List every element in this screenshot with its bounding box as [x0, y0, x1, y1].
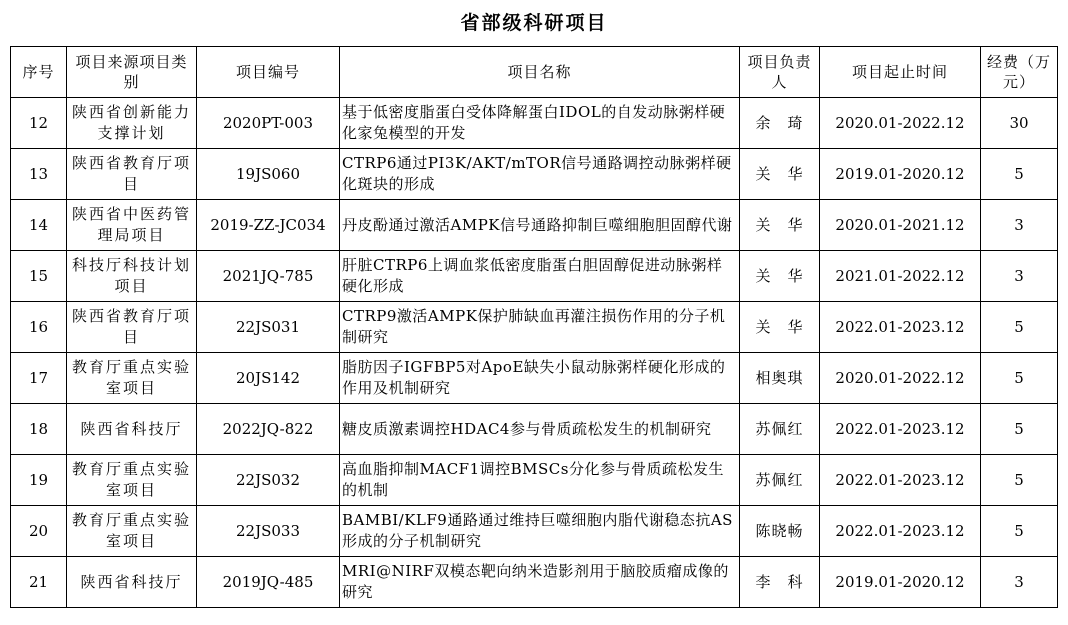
cell-period: 2021.01-2022.12 — [820, 251, 981, 302]
cell-name: CTRP6通过PI3K/AKT/mTOR信号通路调控动脉粥样硬化斑块的形成 — [340, 149, 740, 200]
cell-leader: 关 华 — [740, 302, 820, 353]
cell-funding: 5 — [981, 302, 1058, 353]
cell-period: 2019.01-2020.12 — [820, 557, 981, 608]
cell-code: 2022JQ-822 — [197, 404, 340, 455]
cell-leader: 陈晓畅 — [740, 506, 820, 557]
header-code: 项目编号 — [197, 47, 340, 98]
cell-index: 16 — [11, 302, 67, 353]
cell-leader: 关 华 — [740, 251, 820, 302]
cell-name: CTRP9激活AMPK保护肺缺血再灌注损伤作用的分子机制研究 — [340, 302, 740, 353]
cell-leader: 苏佩红 — [740, 404, 820, 455]
cell-period: 2022.01-2023.12 — [820, 506, 981, 557]
header-period: 项目起止时间 — [820, 47, 981, 98]
table-row — [11, 251, 1058, 302]
page-title: 省部级科研项目 — [460, 12, 608, 34]
cell-funding: 5 — [981, 149, 1058, 200]
cell-code: 2019JQ-485 — [197, 557, 340, 608]
cell-code: 22JS031 — [197, 302, 340, 353]
cell-period: 2020.01-2021.12 — [820, 200, 981, 251]
cell-funding: 3 — [981, 557, 1058, 608]
header-leader: 项目负责人 — [740, 47, 820, 98]
cell-code: 22JS033 — [197, 506, 340, 557]
cell-source: 教育厅重点实验室项目 — [67, 455, 197, 506]
table-row — [11, 149, 1058, 200]
cell-leader: 李 科 — [740, 557, 820, 608]
cell-period: 2022.01-2023.12 — [820, 404, 981, 455]
table-row — [11, 506, 1058, 557]
cell-funding: 30 — [981, 98, 1058, 149]
cell-period: 2020.01-2022.12 — [820, 353, 981, 404]
cell-name: 高血脂抑制MACF1调控BMSCs分化参与骨质疏松发生的机制 — [340, 455, 740, 506]
cell-name: 脂肪因子IGFBP5对ApoE缺失小鼠动脉粥样硬化形成的作用及机制研究 — [340, 353, 740, 404]
table-header-row — [11, 47, 1058, 98]
cell-name: 糖皮质激素调控HDAC4参与骨质疏松发生的机制研究 — [340, 404, 740, 455]
cell-code: 20JS142 — [197, 353, 340, 404]
cell-source: 陕西省教育厅项目 — [67, 302, 197, 353]
cell-source: 教育厅重点实验室项目 — [67, 506, 197, 557]
cell-code: 2020PT-003 — [197, 98, 340, 149]
cell-leader: 关 华 — [740, 200, 820, 251]
cell-code: 2019-ZZ-JC034 — [197, 200, 340, 251]
cell-name: 丹皮酚通过激活AMPK信号通路抑制巨噬细胞胆固醇代谢 — [340, 200, 740, 251]
cell-index: 15 — [11, 251, 67, 302]
cell-name: 肝脏CTRP6上调血浆低密度脂蛋白胆固醇促进动脉粥样硬化形成 — [340, 251, 740, 302]
cell-code: 19JS060 — [197, 149, 340, 200]
table-row — [11, 404, 1058, 455]
cell-source: 陕西省科技厅 — [67, 557, 197, 608]
table-row — [11, 98, 1058, 149]
cell-index: 20 — [11, 506, 67, 557]
cell-code: 22JS032 — [197, 455, 340, 506]
cell-period: 2019.01-2020.12 — [820, 149, 981, 200]
table-row — [11, 200, 1058, 251]
cell-index: 21 — [11, 557, 67, 608]
cell-source: 陕西省创新能力支撑计划 — [67, 98, 197, 149]
cell-funding: 3 — [981, 200, 1058, 251]
header-source: 项目来源项目类别 — [67, 47, 197, 98]
cell-index: 19 — [11, 455, 67, 506]
table-row — [11, 353, 1058, 404]
cell-index: 18 — [11, 404, 67, 455]
table-row — [11, 557, 1058, 608]
cell-funding: 3 — [981, 251, 1058, 302]
cell-leader: 余 琦 — [740, 98, 820, 149]
cell-index: 14 — [11, 200, 67, 251]
cell-leader: 关 华 — [740, 149, 820, 200]
cell-source: 陕西省科技厅 — [67, 404, 197, 455]
cell-source: 教育厅重点实验室项目 — [67, 353, 197, 404]
cell-source: 陕西省中医药管理局项目 — [67, 200, 197, 251]
cell-leader: 苏佩红 — [740, 455, 820, 506]
cell-source: 科技厅科技计划项目 — [67, 251, 197, 302]
cell-index: 17 — [11, 353, 67, 404]
projects-table — [10, 46, 1058, 608]
cell-code: 2021JQ-785 — [197, 251, 340, 302]
table-row — [11, 455, 1058, 506]
cell-period: 2020.01-2022.12 — [820, 98, 981, 149]
header-funding: 经费（万元） — [981, 47, 1058, 98]
cell-period: 2022.01-2023.12 — [820, 455, 981, 506]
header-index: 序号 — [11, 47, 67, 98]
cell-source: 陕西省教育厅项目 — [67, 149, 197, 200]
table-row — [11, 302, 1058, 353]
cell-name: MRI@NIRF双模态靶向纳米造影剂用于脑胶质瘤成像的研究 — [340, 557, 740, 608]
cell-name: BAMBI/KLF9通路通过维持巨噬细胞内脂代谢稳态抗AS形成的分子机制研究 — [340, 506, 740, 557]
cell-funding: 5 — [981, 506, 1058, 557]
cell-name: 基于低密度脂蛋白受体降解蛋白IDOL的自发动脉粥样硬化家兔模型的开发 — [340, 98, 740, 149]
cell-period: 2022.01-2023.12 — [820, 302, 981, 353]
cell-index: 13 — [11, 149, 67, 200]
header-name: 项目名称 — [340, 47, 740, 98]
cell-leader: 相奥琪 — [740, 353, 820, 404]
cell-index: 12 — [11, 98, 67, 149]
cell-funding: 5 — [981, 353, 1058, 404]
cell-funding: 5 — [981, 404, 1058, 455]
cell-funding: 5 — [981, 455, 1058, 506]
